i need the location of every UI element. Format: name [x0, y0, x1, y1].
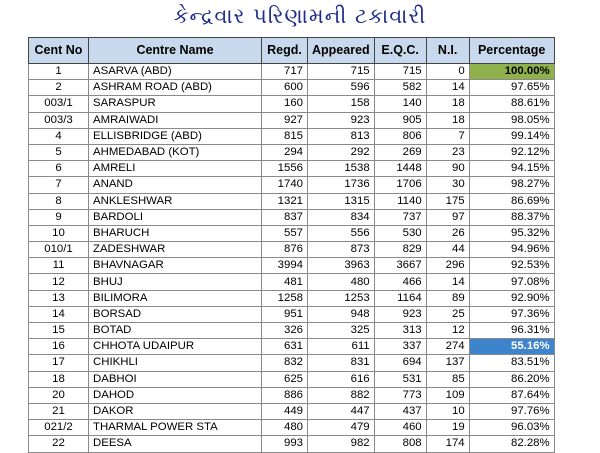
eqc-cell: 1164 — [374, 290, 426, 306]
eqc-cell: 715 — [374, 64, 426, 80]
ni-cell: 18 — [426, 112, 469, 128]
regd-cell: 927 — [262, 112, 308, 128]
centre-name-cell: AMRELI — [89, 161, 262, 177]
table-row — [29, 64, 555, 80]
ni-cell: 7 — [426, 128, 469, 144]
regd-cell: 449 — [262, 403, 308, 419]
table-row — [29, 323, 555, 339]
percentage-cell: 97.76% — [469, 403, 554, 419]
appeared-cell: 948 — [308, 306, 375, 322]
cent-no-cell: 12 — [29, 274, 89, 290]
percentage-cell: 100.00% — [469, 64, 554, 80]
eqc-cell: 806 — [374, 128, 426, 144]
eqc-cell: 269 — [374, 144, 426, 160]
centre-name-cell: DAKOR — [89, 403, 262, 419]
regd-cell: 876 — [262, 242, 308, 258]
table-row — [29, 80, 555, 96]
eqc-cell: 808 — [374, 436, 426, 452]
centre-name-cell: BILIMORA — [89, 290, 262, 306]
centre-name-cell: DAHOD — [89, 387, 262, 403]
regd-cell: 815 — [262, 128, 308, 144]
table-row — [29, 258, 555, 274]
cent-no-cell: 1 — [29, 64, 89, 80]
percentage-cell: 87.64% — [469, 387, 554, 403]
col-header-centre-name: Centre Name — [89, 38, 262, 64]
eqc-cell: 466 — [374, 274, 426, 290]
regd-cell: 1258 — [262, 290, 308, 306]
table-row — [29, 242, 555, 258]
ni-cell: 97 — [426, 209, 469, 225]
appeared-cell: 556 — [308, 225, 375, 241]
percentage-cell: 92.90% — [469, 290, 554, 306]
centre-name-cell: SARASPUR — [89, 96, 262, 112]
cent-no-cell: 003/1 — [29, 96, 89, 112]
eqc-cell: 737 — [374, 209, 426, 225]
table-row — [29, 306, 555, 322]
centre-name-cell: ASARVA (ABD) — [89, 64, 262, 80]
ni-cell: 90 — [426, 161, 469, 177]
percentage-cell: 97.08% — [469, 274, 554, 290]
centre-name-cell: BHUJ — [89, 274, 262, 290]
appeared-cell: 715 — [308, 64, 375, 80]
percentage-cell: 96.31% — [469, 323, 554, 339]
cent-no-cell: 2 — [29, 80, 89, 96]
regd-cell: 631 — [262, 339, 308, 355]
cent-no-cell: 003/3 — [29, 112, 89, 128]
percentage-cell: 92.12% — [469, 144, 554, 160]
eqc-cell: 531 — [374, 371, 426, 387]
regd-cell: 886 — [262, 387, 308, 403]
percentage-cell: 88.37% — [469, 209, 554, 225]
eqc-cell: 140 — [374, 96, 426, 112]
cent-no-cell: 10 — [29, 225, 89, 241]
table-row — [29, 128, 555, 144]
centre-name-cell: DABHOI — [89, 371, 262, 387]
centre-name-cell: BHARUCH — [89, 225, 262, 241]
regd-cell: 557 — [262, 225, 308, 241]
table-row — [29, 161, 555, 177]
ni-cell: 14 — [426, 80, 469, 96]
appeared-cell: 292 — [308, 144, 375, 160]
regd-cell: 1740 — [262, 177, 308, 193]
ni-cell: 12 — [426, 323, 469, 339]
eqc-cell: 313 — [374, 323, 426, 339]
table-row — [29, 355, 555, 371]
col-header-eqc: E.Q.C. — [374, 38, 426, 64]
table-row — [29, 339, 555, 355]
appeared-cell: 3963 — [308, 258, 375, 274]
appeared-cell: 923 — [308, 112, 375, 128]
cent-no-cell: 11 — [29, 258, 89, 274]
centre-name-cell: ANKLESHWAR — [89, 193, 262, 209]
cent-no-cell: 17 — [29, 355, 89, 371]
eqc-cell: 829 — [374, 242, 426, 258]
cent-no-cell: 20 — [29, 387, 89, 403]
ni-cell: 174 — [426, 436, 469, 452]
regd-cell: 832 — [262, 355, 308, 371]
ni-cell: 30 — [426, 177, 469, 193]
cent-no-cell: 010/1 — [29, 242, 89, 258]
regd-cell: 625 — [262, 371, 308, 387]
centre-name-cell: AHMEDABAD (KOT) — [89, 144, 262, 160]
ni-cell: 19 — [426, 420, 469, 436]
percentage-cell: 99.14% — [469, 128, 554, 144]
regd-cell: 837 — [262, 209, 308, 225]
centre-name-cell: THARMAL POWER STA — [89, 420, 262, 436]
centre-name-cell: ELLISBRIDGE (ABD) — [89, 128, 262, 144]
regd-cell: 717 — [262, 64, 308, 80]
appeared-cell: 834 — [308, 209, 375, 225]
regd-cell: 294 — [262, 144, 308, 160]
header-row — [29, 38, 555, 64]
eqc-cell: 1448 — [374, 161, 426, 177]
col-header-cent-no: Cent No — [29, 38, 89, 64]
percentage-cell: 88.61% — [469, 96, 554, 112]
percentage-cell: 92.53% — [469, 258, 554, 274]
regd-cell: 600 — [262, 80, 308, 96]
regd-cell: 480 — [262, 420, 308, 436]
table-row — [29, 96, 555, 112]
cent-no-cell: 6 — [29, 161, 89, 177]
centre-name-cell: BORSAD — [89, 306, 262, 322]
table-row — [29, 144, 555, 160]
table-row — [29, 112, 555, 128]
cent-no-cell: 021/2 — [29, 420, 89, 436]
appeared-cell: 480 — [308, 274, 375, 290]
appeared-cell: 596 — [308, 80, 375, 96]
cent-no-cell: 16 — [29, 339, 89, 355]
appeared-cell: 831 — [308, 355, 375, 371]
col-header-regd: Regd. — [262, 38, 308, 64]
eqc-cell: 905 — [374, 112, 426, 128]
table-row — [29, 403, 555, 419]
centre-name-cell: BHAVNAGAR — [89, 258, 262, 274]
appeared-cell: 479 — [308, 420, 375, 436]
cent-no-cell: 21 — [29, 403, 89, 419]
appeared-cell: 1538 — [308, 161, 375, 177]
percentage-cell: 98.27% — [469, 177, 554, 193]
eqc-cell: 694 — [374, 355, 426, 371]
eqc-cell: 337 — [374, 339, 426, 355]
appeared-cell: 1315 — [308, 193, 375, 209]
cent-no-cell: 5 — [29, 144, 89, 160]
centre-name-cell: CHHOTA UDAIPUR — [89, 339, 262, 355]
regd-cell: 3994 — [262, 258, 308, 274]
ni-cell: 26 — [426, 225, 469, 241]
eqc-cell: 773 — [374, 387, 426, 403]
eqc-cell: 1140 — [374, 193, 426, 209]
percentage-cell: 96.03% — [469, 420, 554, 436]
regd-cell: 1556 — [262, 161, 308, 177]
table-row — [29, 420, 555, 436]
cent-no-cell: 13 — [29, 290, 89, 306]
appeared-cell: 447 — [308, 403, 375, 419]
percentage-cell: 55.16% — [469, 339, 554, 355]
percentage-cell: 86.69% — [469, 193, 554, 209]
table-row — [29, 387, 555, 403]
ni-cell: 25 — [426, 306, 469, 322]
ni-cell: 18 — [426, 96, 469, 112]
percentage-cell: 98.05% — [469, 112, 554, 128]
centre-name-cell: AMRAIWADI — [89, 112, 262, 128]
cent-no-cell: 4 — [29, 128, 89, 144]
eqc-cell: 460 — [374, 420, 426, 436]
ni-cell: 44 — [426, 242, 469, 258]
percentage-cell: 86.20% — [469, 371, 554, 387]
cent-no-cell: 15 — [29, 323, 89, 339]
cent-no-cell: 7 — [29, 177, 89, 193]
ni-cell: 274 — [426, 339, 469, 355]
results-table — [28, 37, 555, 453]
ni-cell: 85 — [426, 371, 469, 387]
table-row — [29, 209, 555, 225]
appeared-cell: 873 — [308, 242, 375, 258]
ni-cell: 109 — [426, 387, 469, 403]
regd-cell: 993 — [262, 436, 308, 452]
cent-no-cell: 18 — [29, 371, 89, 387]
ni-cell: 175 — [426, 193, 469, 209]
regd-cell: 951 — [262, 306, 308, 322]
cent-no-cell: 8 — [29, 193, 89, 209]
centre-name-cell: ASHRAM ROAD (ABD) — [89, 80, 262, 96]
eqc-cell: 530 — [374, 225, 426, 241]
table-row — [29, 225, 555, 241]
appeared-cell: 1253 — [308, 290, 375, 306]
regd-cell: 1321 — [262, 193, 308, 209]
cent-no-cell: 22 — [29, 436, 89, 452]
percentage-cell: 82.28% — [469, 436, 554, 452]
ni-cell: 0 — [426, 64, 469, 80]
regd-cell: 326 — [262, 323, 308, 339]
ni-cell: 23 — [426, 144, 469, 160]
centre-name-cell: BOTAD — [89, 323, 262, 339]
col-header-appeared: Appeared — [308, 38, 375, 64]
percentage-cell: 95.32% — [469, 225, 554, 241]
eqc-cell: 1706 — [374, 177, 426, 193]
eqc-cell: 437 — [374, 403, 426, 419]
centre-name-cell: ANAND — [89, 177, 262, 193]
ni-cell: 14 — [426, 274, 469, 290]
eqc-cell: 3667 — [374, 258, 426, 274]
regd-cell: 160 — [262, 96, 308, 112]
ni-cell: 10 — [426, 403, 469, 419]
col-header-percentage: Percentage — [469, 38, 554, 64]
eqc-cell: 582 — [374, 80, 426, 96]
centre-name-cell: CHIKHLI — [89, 355, 262, 371]
ni-cell: 137 — [426, 355, 469, 371]
appeared-cell: 158 — [308, 96, 375, 112]
percentage-cell: 94.15% — [469, 161, 554, 177]
percentage-cell: 94.96% — [469, 242, 554, 258]
cent-no-cell: 14 — [29, 306, 89, 322]
appeared-cell: 616 — [308, 371, 375, 387]
appeared-cell: 813 — [308, 128, 375, 144]
ni-cell: 296 — [426, 258, 469, 274]
appeared-cell: 982 — [308, 436, 375, 452]
page-title: કેન્દ્રવાર પરિણામની ટકાવારી — [173, 4, 427, 28]
table-row — [29, 177, 555, 193]
centre-name-cell: BARDOLI — [89, 209, 262, 225]
ni-cell: 89 — [426, 290, 469, 306]
appeared-cell: 882 — [308, 387, 375, 403]
appeared-cell: 325 — [308, 323, 375, 339]
appeared-cell: 1736 — [308, 177, 375, 193]
percentage-cell: 97.65% — [469, 80, 554, 96]
table-row — [29, 371, 555, 387]
table-row — [29, 290, 555, 306]
regd-cell: 481 — [262, 274, 308, 290]
appeared-cell: 611 — [308, 339, 375, 355]
centre-name-cell: DEESA — [89, 436, 262, 452]
table-row — [29, 193, 555, 209]
percentage-cell: 83.51% — [469, 355, 554, 371]
eqc-cell: 923 — [374, 306, 426, 322]
percentage-cell: 97.36% — [469, 306, 554, 322]
col-header-ni: N.I. — [426, 38, 469, 64]
cent-no-cell: 9 — [29, 209, 89, 225]
centre-name-cell: ZADESHWAR — [89, 242, 262, 258]
table-row — [29, 274, 555, 290]
